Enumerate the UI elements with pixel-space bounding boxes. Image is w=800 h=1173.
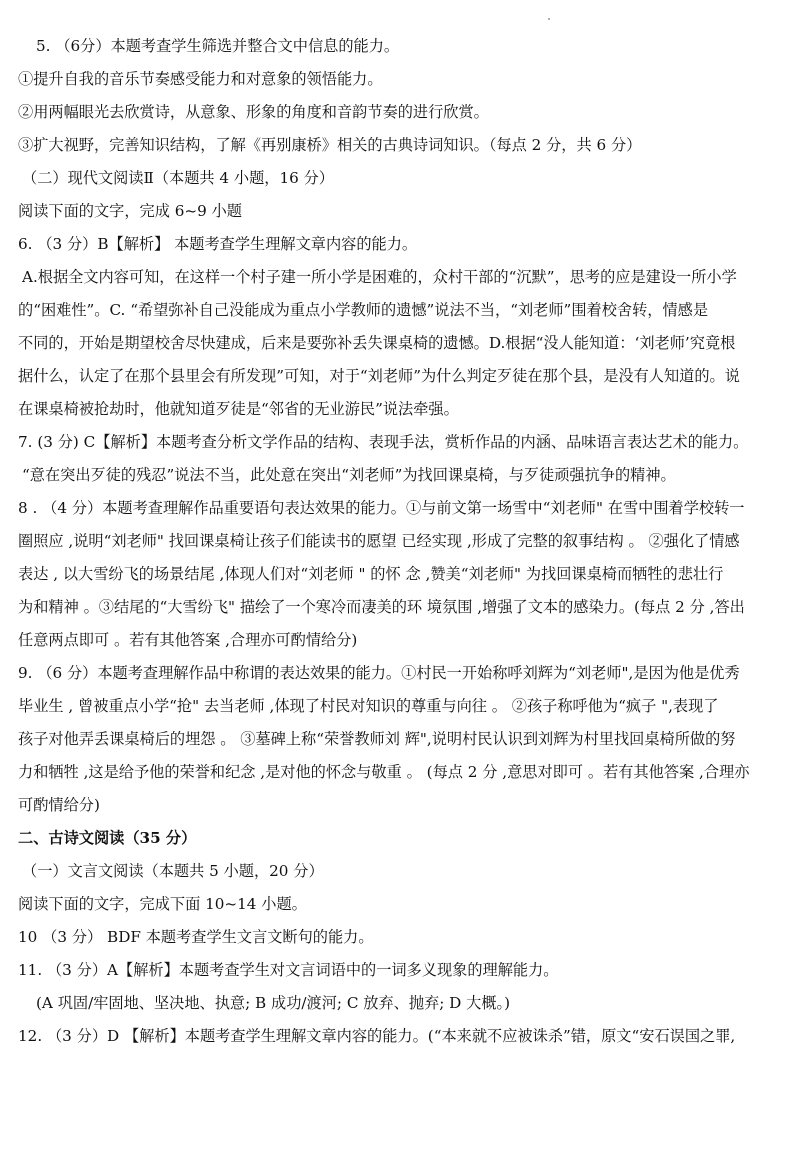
answer-10: 10 （3 分） BDF 本题考查学生文言文断句的能力。 [18,928,374,946]
answer-5-point-1: ①提升自我的音乐节奏感受能力和对意象的领悟能力。 [18,70,383,88]
section-classical-reading-heading: 二、古诗文阅读（35 分） [18,829,197,847]
answer-6-text-line: A.根据全文内容可知，在这样一个村子建一所小学是困难的，众村干部的“沉默”，思考的应是建设一所小学 [22,268,737,286]
answer-9-heading: 9. （6 分）本题考查理解作品中称谓的表达效果的能力。①村民一开始称呼刘辉为“刘老师",是因为他是优秀 [18,664,740,682]
answer-9-text-line: 可酌情给分) [18,796,100,814]
section-classical-prose-heading: （一）文言文阅读（本题共 5 小题，20 分） [22,862,324,880]
answer-6-text-line: 据什么，认定了在那个县里会有所发现”可知，对于“刘老师”为什么判定歹徒在那个县，是没有人知道的。说 [18,367,740,385]
answer-11-text-line: (A 巩固/牢固地、坚决地、执意; B 成功/渡河; C 放弃、抛弃; D 大概。) [36,994,511,1012]
reading-instruction-6-9: 阅读下面的文字，完成 6~9 小题 [18,202,242,220]
answer-7-text-line: “意在突出歹徒的残忍”说法不当，此处意在突出“刘老师”为找回课桌椅，与歹徒顽强抗争的精神。 [22,466,676,484]
section-modern-reading-2-heading: （二）现代文阅读Ⅱ（本题共 4 小题，16 分） [22,169,334,187]
answer-8-text-line: 任意两点即可 。若有其他答案 ,合理亦可酌情给分) [18,631,358,649]
answer-6-text-line: 的“困难性”。C. “希望弥补自己没能成为重点小学教师的遗憾”说法不当，“刘老师”围着校舍转，情感是 [18,301,709,319]
answer-8-text-line: 为和精神 。③结尾的“大雪纷飞" 描绘了一个寒冷而凄美的环 境氛围 ,增强了文本的感染力。(每点 2 分 ,答出 [18,598,745,616]
answer-11-heading: 11. （3 分）A【解析】本题考查学生对文言词语中的一词多义现象的理解能力。 [18,961,559,979]
document-page [18,30,788,1053]
answer-5-heading: 5. （6分）本题考查学生筛选并整合文中信息的能力。 [36,37,400,55]
answer-6-text-line: 不同的，开始是期望校舍尽快建成，后来是要弥补丢失课桌椅的遗憾。D.根据“没人能知道：‘刘老师’究竟根 [18,334,736,352]
answer-5-point-3: ③扩大视野，完善知识结构，了解《再别康桥》相关的古典诗词知识。（每点 2 分，共 6 分） [18,136,642,154]
reading-instruction-10-14: 阅读下面的文字，完成下面 10~14 小题。 [18,895,307,913]
answer-12-heading: 12. （3 分）D 【解析】本题考查学生理解文章内容的能力。(“本来就不应被诛杀”错，原文“安石误国之罪, [18,1027,736,1045]
answer-7-heading: 7. (3 分) C【解析】本题考查分析文学作品的结构、表现手法，赏析作品的内涵、品味语言表达艺术的能力。 [18,433,749,451]
answer-6-text-line: 在课桌椅被抢劫时，他就知道歹徒是“邻省的无业游民”说法牵强。 [18,400,459,418]
answer-6-heading: 6. （3 分）B【解析】 本题考查学生理解文章内容的能力。 [18,235,418,253]
answer-9-text-line: 力和牺牲 ,这是给予他的荣誉和纪念 ,是对他的怀念与敬重 。 (每点 2 分 ,意思对即可 。若有其他答案 ,合理亦 [18,763,750,781]
answer-8-text-line: 圈照应 ,说明“刘老师" 找回课桌椅让孩子们能读书的愿望 已经实现 ,形成了完整的叙事结构 。 ②强化了情感 [18,532,740,550]
answer-5-point-2: ②用两幅眼光去欣赏诗，从意象、形象的角度和音韵节奏的进行欣赏。 [18,103,489,121]
answer-8-text-line: 表达 , 以大雪纷飞的场景结尾 ,体现人们对“刘老师 " 的怀 念 ,赞美“刘老师" 为找回课桌椅而牺牲的悲壮行 [18,565,724,583]
answer-9-text-line: 孩子对他弄丢课桌椅后的埋怨 。 ③墓碑上称“荣誉教师刘 辉",说明村民认识到刘辉为村里找回桌椅所做的努 [18,730,736,748]
answer-9-text-line: 毕业生 , 曾被重点小学“抢" 去当老师 ,体现了村民对知识的尊重与向往 。 ②孩子称呼他为“疯子 ",表现了 [18,697,719,715]
scan-speck [548,18,550,20]
answer-8-heading: 8 . （4 分）本题考查理解作品重要语句表达效果的能力。①与前文第一场雪中“刘老师" 在雪中围着学校转一 [18,499,745,517]
